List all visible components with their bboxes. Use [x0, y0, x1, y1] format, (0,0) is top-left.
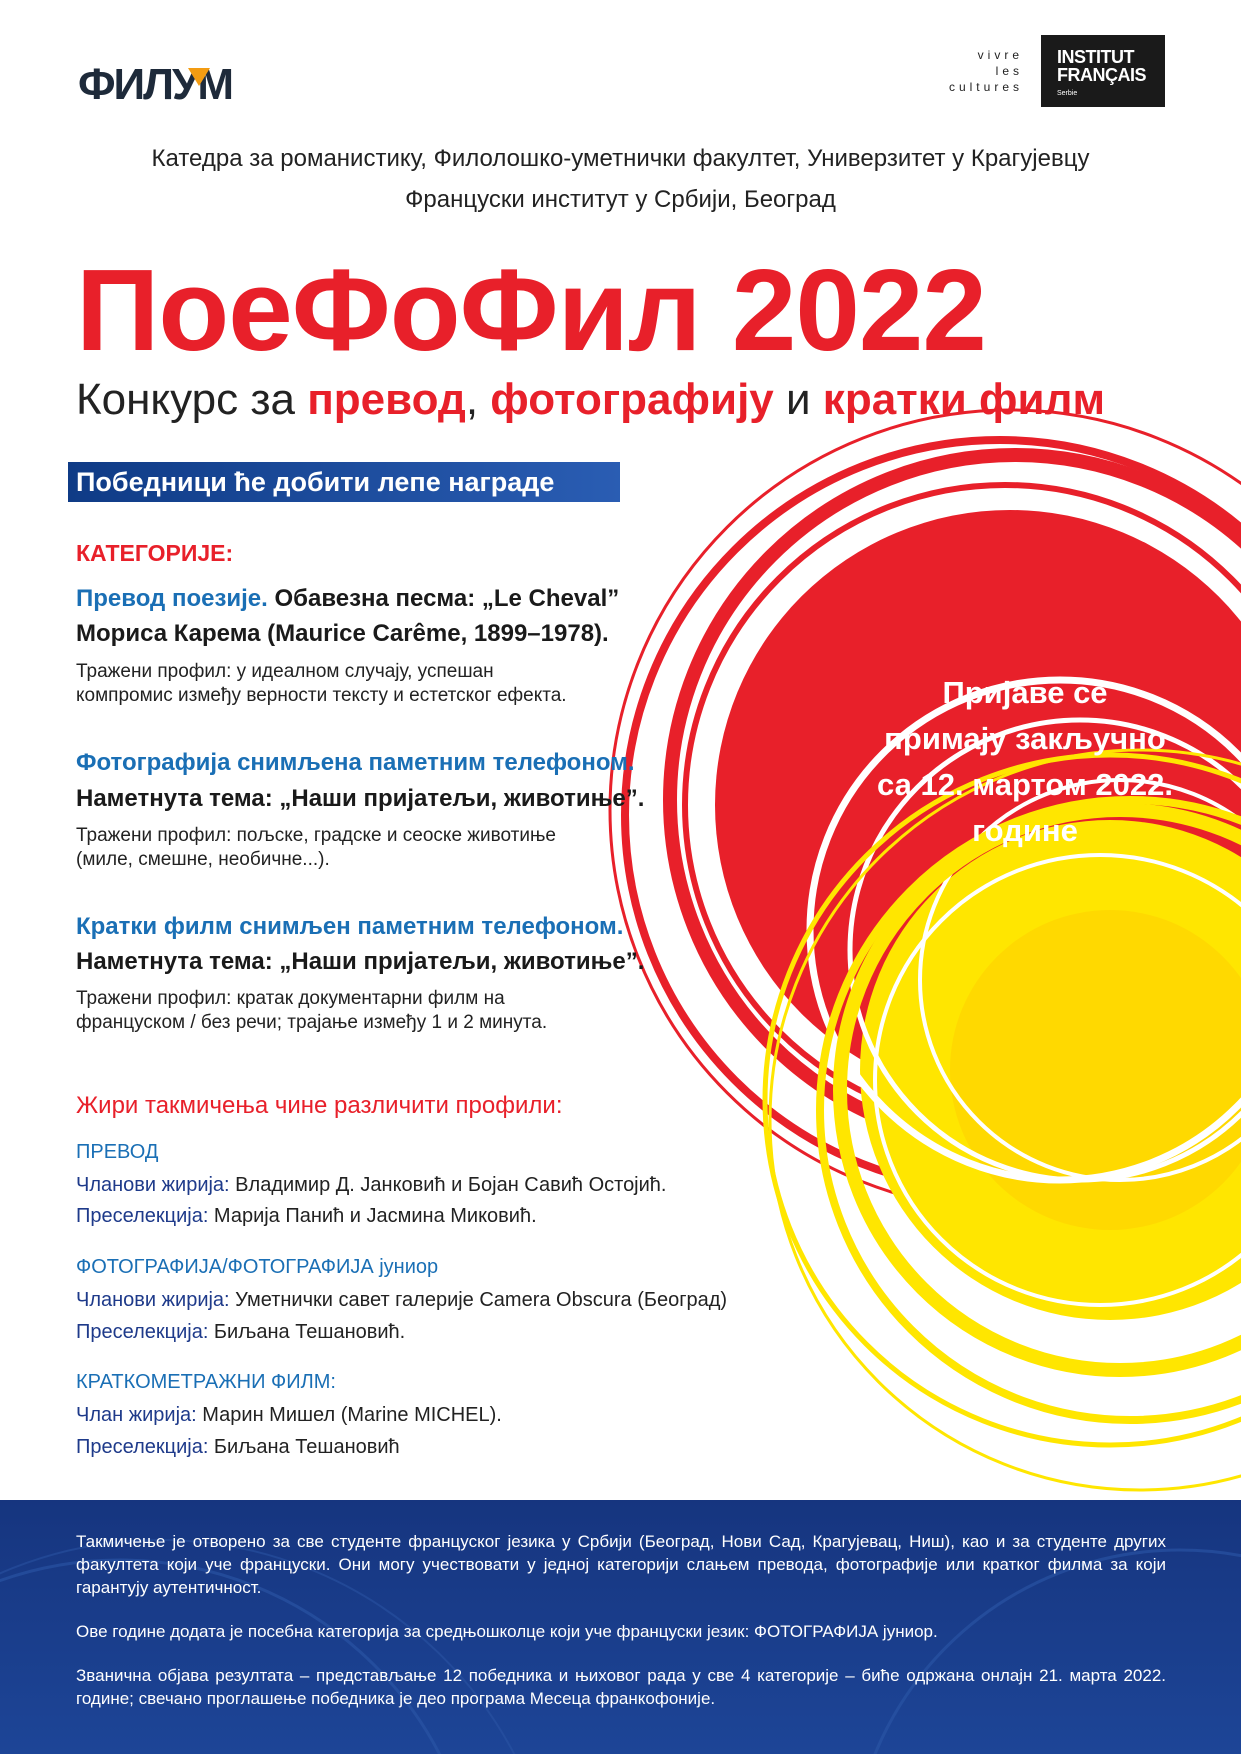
if-tagline-line: les [995, 64, 1023, 78]
jury-value: Владимир Д. Јанковић и Бојан Савић Остојић. [229, 1174, 667, 1196]
category-photo-heading: Фотографија снимљена паметним телефоном. [76, 749, 635, 776]
deadline-line: Пријаве се [942, 675, 1108, 710]
if-logo-box [1041, 35, 1165, 107]
subtitle-text: и [773, 375, 823, 424]
jury-section-film: КРАТКОМЕТРАЖНИ ФИЛМ: [76, 1371, 336, 1393]
organizer-line: Француски институт у Србији, Београд [405, 186, 836, 213]
footer-paragraph: Такмичење је отворено за све студенте француског језика у Србији (Београд, Нови Сад, Крагујевац, Ниш), као и за студенте других факултета који уче француски. Они могу учествовати у једној категорији слањем превода, фотографије или кратког филма за који гарантују аутентичност. [76, 1532, 1166, 1597]
subtitle-text: Конкурс за [76, 375, 308, 424]
jury-preselection-line [76, 1205, 537, 1228]
jury-label: Преселекција: [76, 1205, 209, 1227]
jury-label: Преселекција: [76, 1321, 209, 1343]
deadline-line: са 12. мартом 2022. [877, 767, 1173, 802]
desc-line: (миле, смешне, необичне...). [76, 849, 330, 870]
jury-heading: Жири такмичења чине различити профили: [76, 1092, 563, 1119]
desc-line: француском / без речи; трајање између 1 и 2 минута. [76, 1012, 548, 1033]
category-translation-author: Мориса Карема (Maurice Carême, 1899–1978). [76, 620, 609, 647]
subtitle-highlight: фотографију [490, 375, 774, 424]
jury-section-photo: ФОТОГРАФИЈА/ФОТОГРАФИЈА јуниор [76, 1256, 439, 1278]
organizer-line: Катедра за романистику, Филолошко-уметнички факултет, Универзитет у Крагујевцу [151, 145, 1090, 172]
if-logo-country: Serbie [1057, 90, 1078, 97]
desc-line: Тражени профил: кратак документарни филм на [76, 988, 505, 1009]
filum-logo-accent-icon [188, 68, 210, 86]
subtitle-text: , [465, 375, 491, 424]
category-photo-desc [76, 824, 696, 872]
category-name: Превод поезије. [76, 585, 268, 612]
if-logo-text: INSTITUT [1057, 47, 1134, 67]
desc-line: компромис између верности тексту и естетског ефекта. [76, 685, 567, 706]
page-title: ПоеФоФил 2022 [76, 245, 986, 375]
if-logo-text: FRANÇAIS [1057, 65, 1146, 85]
category-translation-heading [76, 582, 696, 616]
desc-line: Тражени профил: пољске, градске и сеоске животиње [76, 825, 556, 846]
jury-label: Чланови жирија: [76, 1289, 230, 1311]
if-tagline [949, 47, 1023, 95]
category-film-heading: Кратки филм снимљен паметним телефоном. [76, 913, 624, 940]
jury-value: Марин Мишел (Marine MICHEL). [196, 1404, 502, 1426]
jury-value: Биљана Тешановић. [208, 1321, 406, 1343]
category-photo-theme: Наметнута тема: „Наши пријатељи, животиње”. [76, 785, 645, 812]
footer-paragraph: Ове године додата је посебна категорија за средњошколце који уче француски језик: ФОТОГРАФИЈА јуниор. [76, 1622, 938, 1641]
prizes-banner: Победници ће добити лепе награде [68, 462, 620, 502]
category-film-theme: Наметнута тема: „Наши пријатељи, животиње”. [76, 948, 645, 975]
deadline-line: примају закључно [884, 721, 1166, 756]
if-tagline-line: cultures [948, 80, 1023, 94]
jury-preselection-line [76, 1436, 400, 1459]
jury-members-line [76, 1174, 666, 1197]
jury-label: Преселекција: [76, 1436, 209, 1458]
subtitle [76, 375, 1105, 425]
jury-value: Уметнички савет галерије Camera Obscura (Београд) [229, 1289, 728, 1311]
jury-preselection-line [76, 1321, 405, 1344]
jury-label: Чланови жирија: [76, 1174, 230, 1196]
category-poem: Обавезна песма: „Le Cheval” [267, 585, 620, 612]
deadline-line: године [972, 813, 1078, 848]
category-translation-desc [76, 660, 696, 708]
deadline-notice [825, 670, 1225, 854]
subtitle-highlight: кратки филм [822, 375, 1106, 424]
jury-members-line [76, 1289, 727, 1312]
if-tagline-line: vivre [977, 48, 1023, 62]
category-film-desc [76, 987, 696, 1035]
jury-value: Марија Панић и Јасмина Миковић. [208, 1205, 537, 1227]
subtitle-highlight: превод [307, 375, 466, 424]
jury-label: Члан жирија: [76, 1404, 197, 1426]
categories-heading: КАТЕГОРИЈЕ: [76, 540, 234, 566]
institut-francais-logo [949, 35, 1165, 107]
jury-section-translation: ПРЕВОД [76, 1141, 159, 1163]
footer-info-panel [0, 1500, 1241, 1754]
desc-line: Тражени профил: у идеалном случају, успешан [76, 661, 494, 682]
footer-paragraph: Званична објава резултата – представљање 12 победника и њиховог рада у све 4 категорије – биће одржана онлајн 21. марта 2022. године; свечано проглашење победника је део програма Месеца франкофоније. [76, 1666, 1166, 1708]
jury-value: Биљана Тешановић [208, 1436, 400, 1458]
filum-logo: ФИЛУМ [78, 60, 233, 109]
jury-members-line [76, 1404, 502, 1427]
